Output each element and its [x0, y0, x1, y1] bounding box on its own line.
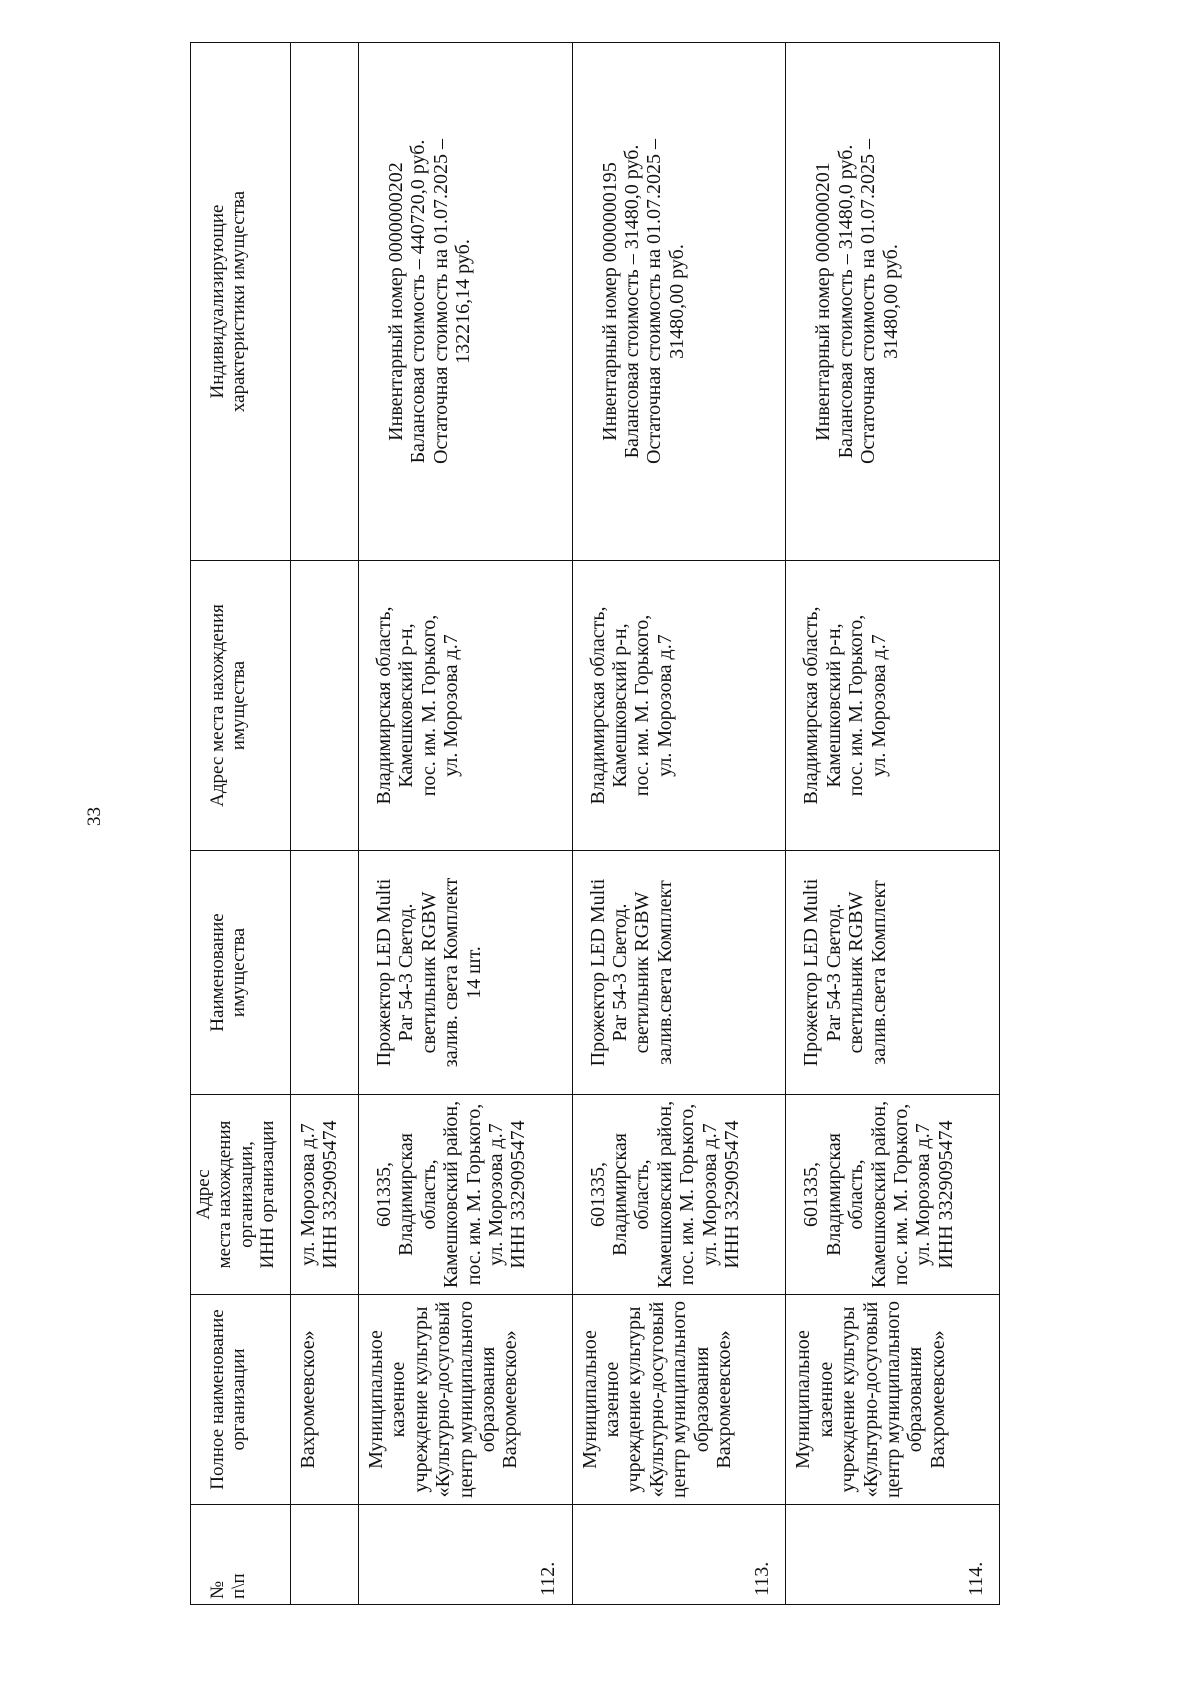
row-property-name: Прожектор LED Multi Par 54-3 Светод. светильник RGBW залив.света Комплект — [572, 851, 786, 1095]
header-org-address: Адрес места нахождения организации, ИНН организации — [191, 1095, 291, 1295]
table-row — [786, 43, 1000, 1605]
cont-num — [290, 1505, 358, 1605]
cont-org-address: ул. Морозова д.7 ИНН 3329095474 — [290, 1095, 358, 1295]
table-row — [359, 43, 573, 1605]
page-number: 33 — [84, 807, 105, 826]
row-property-address: Владимирская область, Камешковский р-н, пос. им. М. Горького, ул. Морозова д.7 — [786, 561, 1000, 851]
row-characteristics: Инвентарный номер 0000000201 Балансовая стоимость – 31480,0 руб. Остаточная стоимость на 01.07.2025 – 31480,00 руб. — [786, 43, 1000, 561]
header-num: № п\п — [191, 1505, 291, 1605]
row-property-address: Владимирская область, Камешковский р-н, пос. им. М. Горького, ул. Морозова д.7 — [359, 561, 573, 851]
property-table-wrapper — [190, 43, 1000, 1605]
row-org-address: 601335, Владимирская область, Камешковский район, пос. им. М. Горького, ул. Морозова д.7 ИНН 3329095474 — [359, 1095, 573, 1295]
row-org-name: Муниципальное казенное учреждение культуры «Культурно-досуговый центр муниципального образования Вахромеевское» — [572, 1295, 786, 1505]
row-property-address: Владимирская область, Камешковский р-н, пос. им. М. Горького, ул. Морозова д.7 — [572, 561, 786, 851]
row-org-address: 601335, Владимирская область, Камешковский район, пос. им. М. Горького, ул. Морозова д.7 ИНН 3329095474 — [572, 1095, 786, 1295]
row-num: 114. — [786, 1505, 1000, 1605]
header-property-address: Адрес места нахождения имущества — [191, 561, 291, 851]
property-table — [190, 42, 1000, 1605]
cont-property-address — [290, 561, 358, 851]
row-property-name: Прожектор LED Multi Par 54-3 Светод. светильник RGBW залив.света Комплект — [786, 851, 1000, 1095]
row-characteristics: Инвентарный номер 0000000202 Балансовая стоимость – 440720,0 руб. Остаточная стоимость на 01.07.2025 – 132216,14 руб. — [359, 43, 573, 561]
continuation-row — [290, 43, 358, 1605]
header-property-name: Наименование имущества — [191, 851, 291, 1095]
table-header-row — [191, 43, 291, 1605]
header-characteristics: Индивидуализирующие характеристики имущества — [191, 43, 291, 561]
row-property-name: Прожектор LED Multi Par 54-3 Светод. светильник RGBW залив. света Комплект 14 шт. — [359, 851, 573, 1095]
cont-characteristics — [290, 43, 358, 561]
row-characteristics: Инвентарный номер 0000000195 Балансовая стоимость – 31480,0 руб. Остаточная стоимость на 01.07.2025 – 31480,00 руб. — [572, 43, 786, 561]
row-num: 113. — [572, 1505, 786, 1605]
row-org-address: 601335, Владимирская область, Камешковский район, пос. им. М. Горького, ул. Морозова д.7 ИНН 3329095474 — [786, 1095, 1000, 1295]
row-org-name: Муниципальное казенное учреждение культуры «Культурно-досуговый центр муниципального образования Вахромеевское» — [359, 1295, 573, 1505]
header-org-name: Полное наименование организации — [191, 1295, 291, 1505]
row-num: 112. — [359, 1505, 573, 1605]
table-row — [572, 43, 786, 1605]
row-org-name: Муниципальное казенное учреждение культуры «Культурно-досуговый центр муниципального образования Вахромеевское» — [786, 1295, 1000, 1505]
cont-org-name: Вахромеевское» — [290, 1295, 358, 1505]
cont-property-name — [290, 851, 358, 1095]
